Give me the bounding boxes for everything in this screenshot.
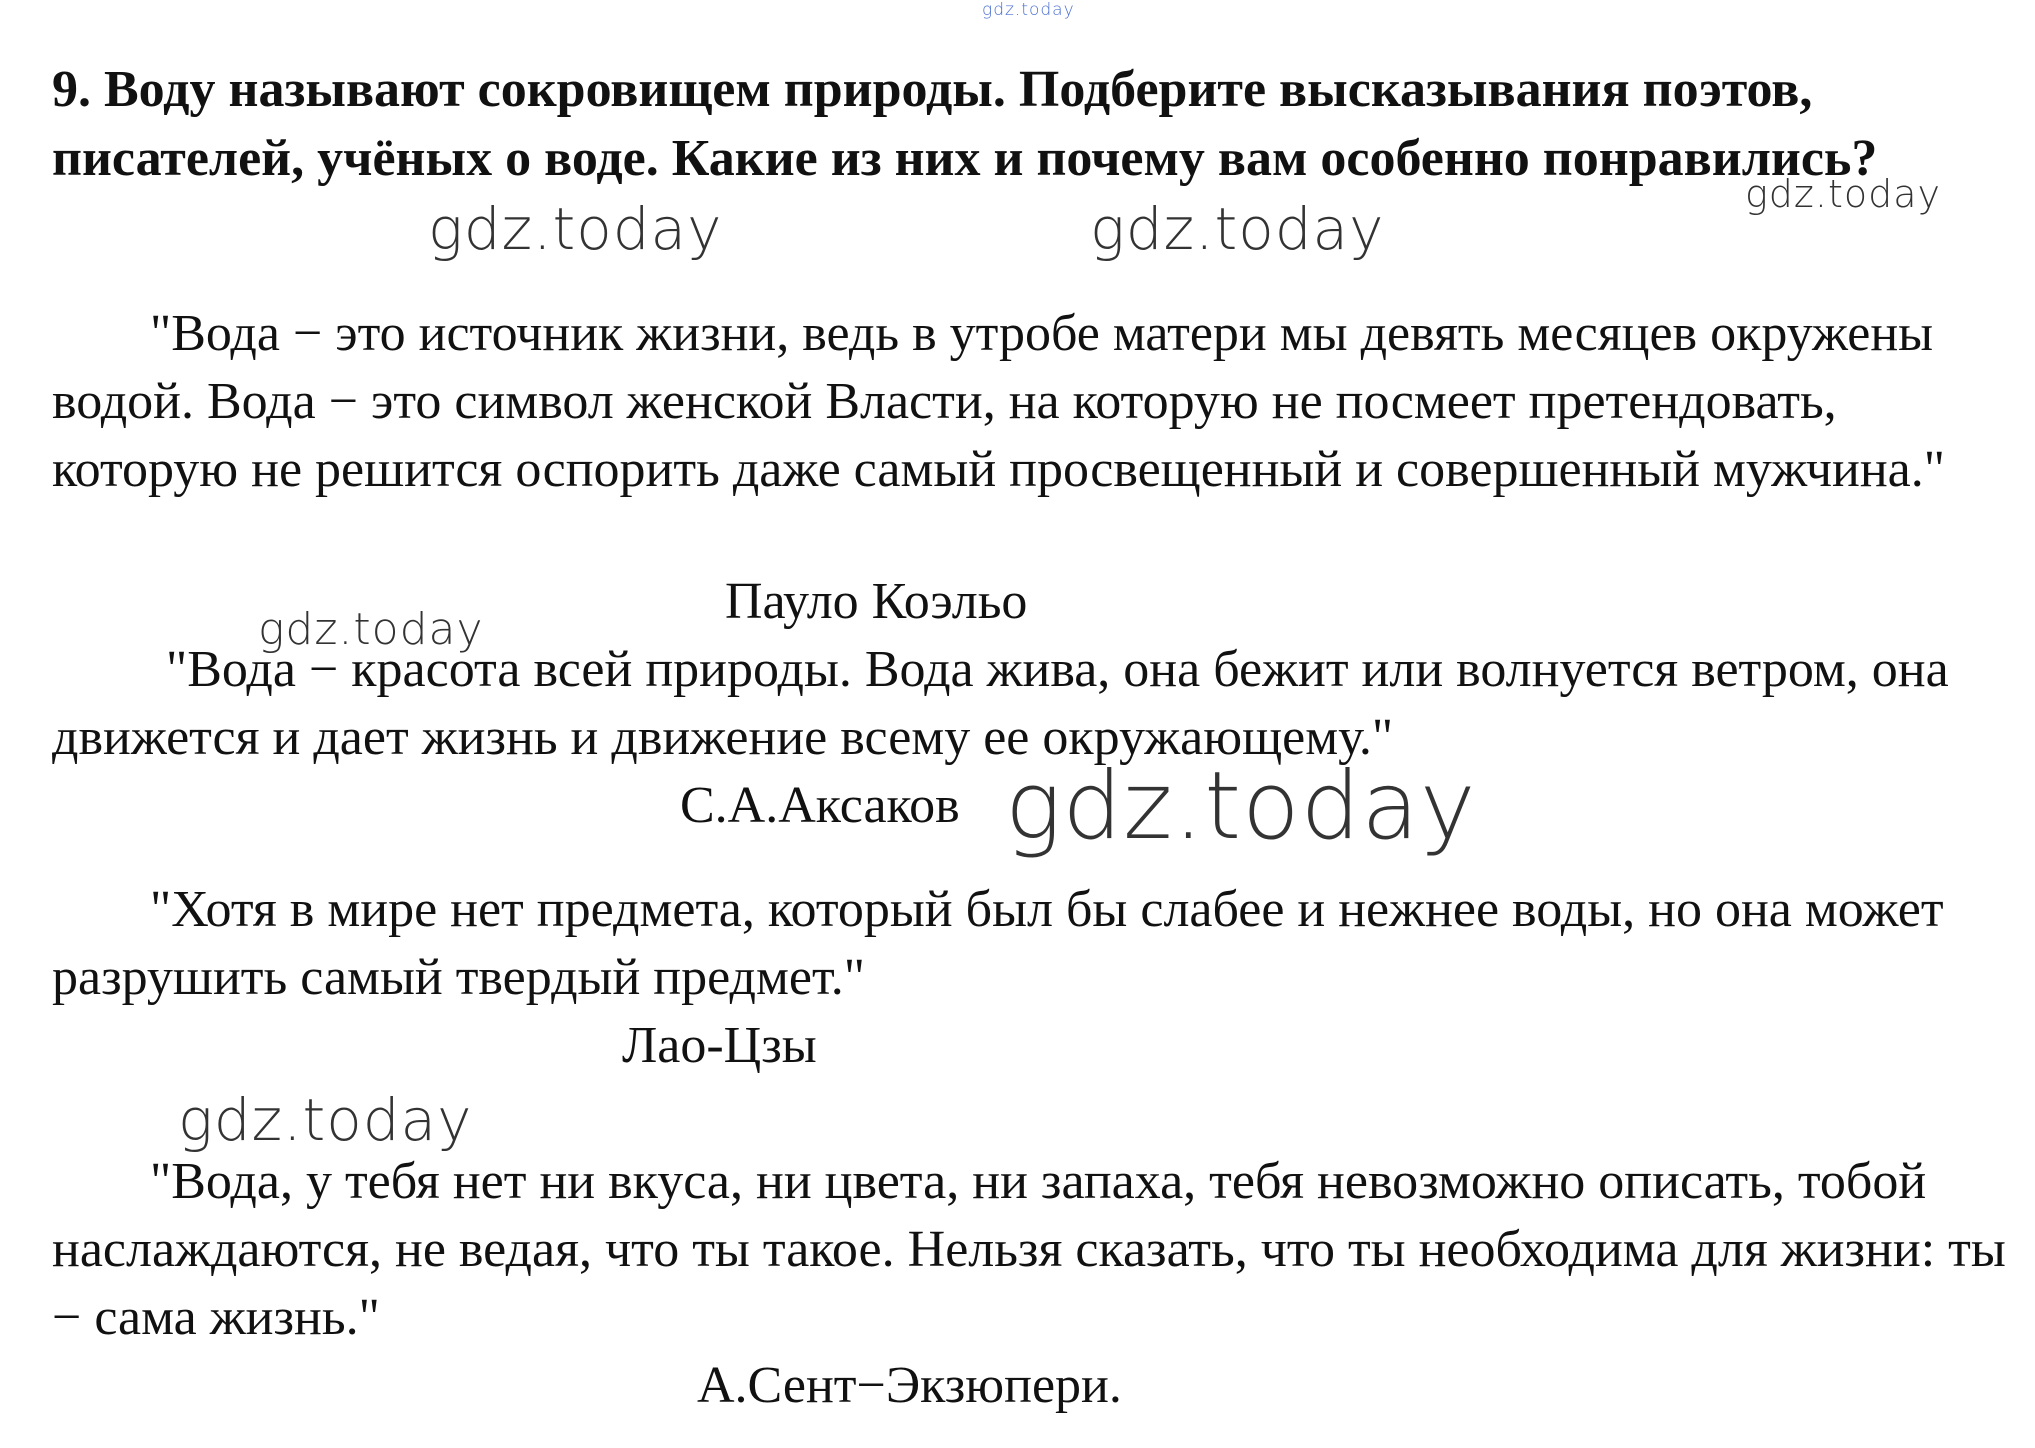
quote-text: "Вода − это источник жизни, ведь в утробе матери мы девять месяцев окружены водой. Вода − это символ женской Власти, на которую не посмеет претендовать, которую не решится оспорить даже самый просвещенный и совершенный мужчина." [52,305,1945,498]
watermark: gdz.today [1005,752,1477,861]
watermark: gdz.today [258,604,484,655]
watermark: gdz.today [1090,195,1385,263]
watermark: gdz.today [178,1086,473,1154]
quote-author: С.А.Аксаков [680,777,960,834]
watermark: gdz.today [428,195,723,263]
quote-text: "Хотя в мире нет предмета, который был бы слабее и нежнее воды, но она может разрушить самый твердый предмет." [52,881,1944,1006]
quote-text: "Вода, у тебя нет ни вкуса, ни цвета, ни запаха, тебя невозможно описать, тобой наслаждаются, не ведая, что ты такое. Нельзя сказать, что ты необходима для жизни: ты − сама жизнь." [52,1153,2006,1346]
quote-author: Лао-Цзы [622,1017,817,1074]
quote-text: "Вода − красота всей природы. Вода жива, она бежит или волнуется ветром, она движется и дает жизнь и движение всему ее окружающему." [52,641,1949,766]
quote-author: Пауло Коэльо [725,573,1028,630]
quote-author: А.Сент−Экзюпери. [697,1357,1122,1414]
watermark: gdz.today [982,0,1075,20]
question-heading: 9. Воду называют сокровищем природы. Подберите высказывания поэтов, писателей, учёных о воде. Какие из них и почему вам особенно понравились? [52,61,1878,187]
watermark: gdz.today [1745,172,1941,216]
